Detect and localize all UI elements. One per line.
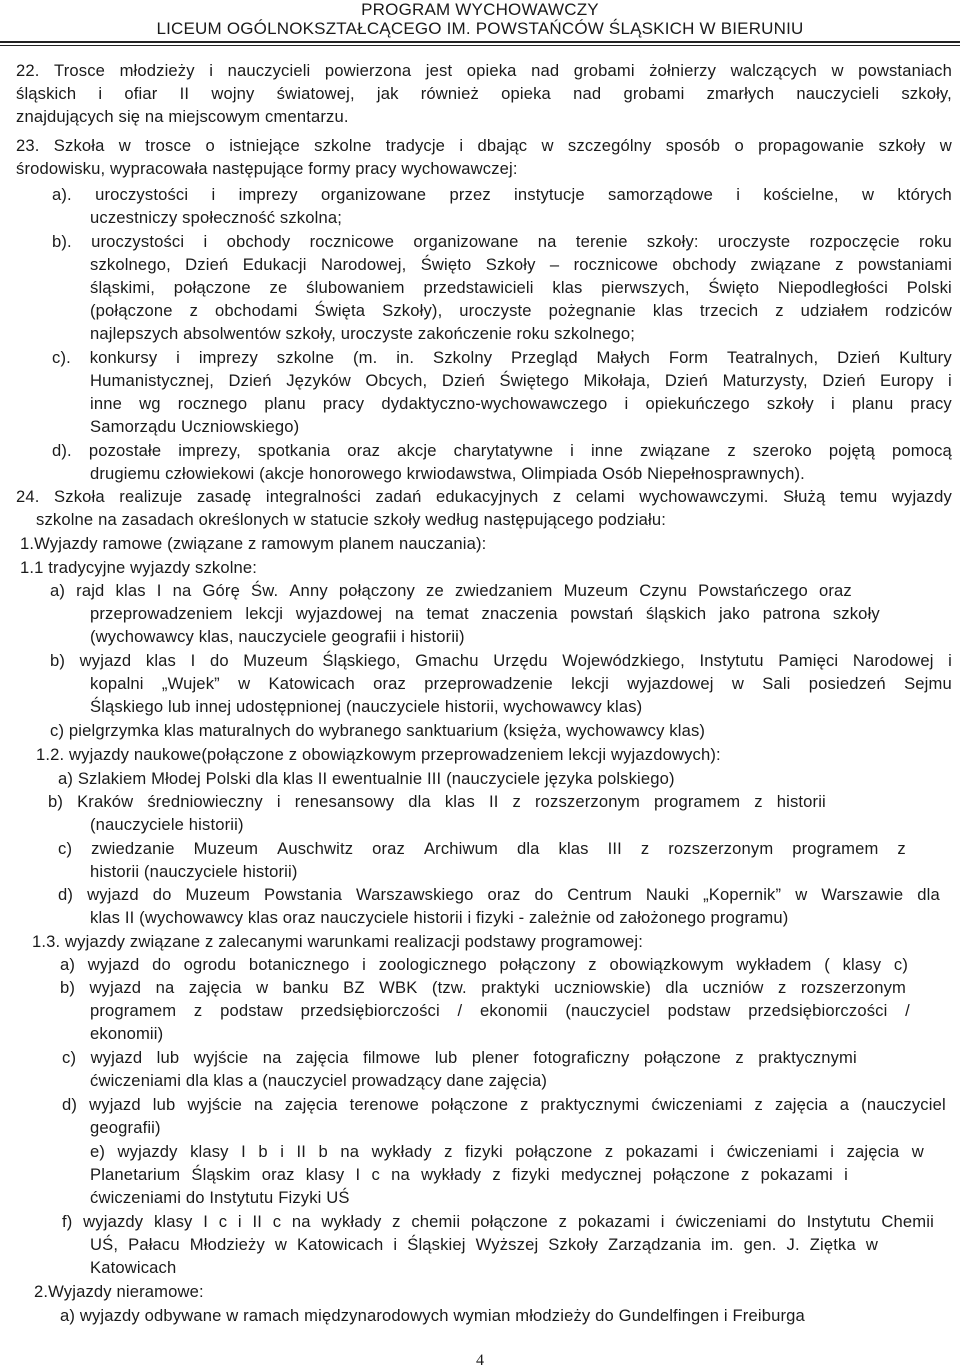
body-line: d) wyjazd lub wyjście na zajęcia terenowe połączone z praktycznymi ćwiczeniami z zajęcia a (nauczyciel <box>62 1095 946 1114</box>
body-line: ćwiczeniami dla klas a (nauczyciel prowadzący dane zajęcia) <box>90 1071 548 1090</box>
body-line: drugiemu człowiekowi (akcje honorowego krwiodawstwa, Olimpiada Osób Niepełnosprawnych). <box>90 464 805 483</box>
body-line: b) wyjazd klas I do Muzeum Śląskiego, Gmachu Urzędu Wojewódzkiego, Instytutu Pamięci Narodowej i <box>50 651 952 670</box>
body-line: 1.2. wyjazdy naukowe(połączone z obowiązkowym przeprowadzeniem lekcji wyjazdowych): <box>36 745 721 764</box>
body-line: c) wyjazd lub wyjście na zajęcia filmowe lub plener fotograficzny połączone z praktycznymi <box>62 1048 857 1067</box>
body-line: c) zwiedzanie Muzeum Auschwitz oraz Archiwum dla klas III z rozszerzonym programem z <box>58 839 906 858</box>
body-line: b) Kraków średniowieczny i renesansowy dla klas II z rozszerzonym programem z historii <box>48 792 826 811</box>
body-line: d). pozostałe imprezy, spotkania oraz akcje charytatywne i inne związane z szeroko pojętą pomocą <box>52 441 952 460</box>
body-line: d) wyjazd do Muzeum Powstania Warszawskiego oraz do Centrum Nauki „Kopernik” w Warszawie dla <box>58 885 940 904</box>
body-line: 1.1 tradycyjne wyjazdy szkolne: <box>20 558 258 577</box>
body-line: Humanistycznej, Dzień Języków Obcych, Dzień Świętego Mikołaja, Dzień Maturzysty, Dzień Europy i <box>90 371 952 390</box>
body-line: środowisku, wypracowała następujące formy pracy wychowawczej: <box>16 159 518 178</box>
body-line: a) wyjazd do ogrodu botanicznego i zoologicznego połączony z obowiązkowym wykładem ( klasy c) <box>60 955 908 974</box>
body-line: programem z podstaw przedsiębiorczości / ekonomii (nauczyciel podstaw przedsiębiorczości / <box>90 1001 910 1020</box>
body-line: ekonomii) <box>90 1024 164 1043</box>
body-line: (połączone z obchodami Święta Szkoły), uroczyste pożegnanie klas trzecich z udziałem rodziców <box>90 301 952 320</box>
body-line: przeprowadzeniem lekcji wyjazdowej na temat znaczenia powstań śląskich jako patrona szkoły <box>90 604 880 623</box>
body-line: f) wyjazdy klasy I c i II c na wykłady z chemii połączone z pokazami i ćwiczeniami do Instytutu Chemii <box>62 1212 934 1231</box>
body-line: klas II (wychowawcy klas oraz nauczyciele historii i fizyki - zależnie od założonego programu) <box>90 908 789 927</box>
header-school-name: LICEUM OGÓLNOKSZTAŁCĄCEGO IM. POWSTAŃCÓW ŚLĄSKICH W BIERUNIU <box>156 19 804 38</box>
body-line: c) pielgrzymka klas maturalnych do wybranego sanktuarium (księża, wychowawcy klas) <box>50 721 706 740</box>
body-line: najlepszych absolwentów szkoły, uroczyste zakończenie roku szkolnego; <box>90 324 635 343</box>
body-line: a) wyjazdy odbywane w ramach międzynarodowych wymian młodzieży do Gundelfingen i Freiburga <box>60 1306 805 1325</box>
body-line: e) wyjazdy klasy I b i II b na wykłady z fizyki połączone z pokazami i ćwiczeniami i zajęcia w <box>90 1142 924 1161</box>
body-line: kopalni „Wujek” w Katowicach oraz przeprowadzenie lekcji wyjazdowej w Sali posiedzeń Sejmu <box>90 674 952 693</box>
body-line: inne wg rocznego planu pracy dydaktyczno-wychowawczego i opiekuńczego szkoły i planu pracy <box>90 394 952 413</box>
body-line: a) Szlakiem Młodej Polski dla klas II ewentualnie III (nauczyciele języka polskiego) <box>58 769 675 788</box>
body-line: b) wyjazd na zajęcia w banku BZ WBK (tzw. praktyki uczniowskie) dla uczniów z rozszerzonym <box>60 978 906 997</box>
body-line: śląskich i ofiar II wojny światowej, jak również opieka nad grobami zmarłych nauczycieli szkoły, <box>16 84 952 103</box>
body-line: 24. Szkoła realizuje zasadę integralności zadań edukacyjnych z celami wychowawczymi. Służą temu wyjazdy <box>16 487 952 506</box>
page-number: 4 <box>476 1352 484 1369</box>
body-line: śląskimi, połączone ze ślubowaniem przedstawicieli klas pierwszych, Święto Niepodległości Polski <box>90 278 952 297</box>
body-line: b). uroczystości i obchody rocznicowe organizowane na terenie szkoły: uroczyste rozpoczęcie roku <box>52 232 952 251</box>
body-line: Samorządu Uczniowskiego) <box>90 417 300 436</box>
body-line: 2.Wyjazdy nieramowe: <box>34 1282 204 1301</box>
body-line: 1.Wyjazdy ramowe (związane z ramowym planem nauczania): <box>20 534 487 553</box>
body-line: uczestniczy społeczność szkolna; <box>90 208 342 227</box>
header-rule-thin <box>0 45 960 46</box>
body-line: ćwiczeniami do Instytutu Fizyki UŚ <box>90 1188 350 1207</box>
body-line: szkolne na zasadach określonych w statucie szkoły według następującego podziału: <box>36 510 667 529</box>
body-line: a) rajd klas I na Górę Św. Anny połączony ze zwiedzaniem Muzeum Czynu Powstańczego oraz <box>50 581 852 600</box>
header-title: PROGRAM WYCHOWAWCZY <box>361 0 599 19</box>
body-line: UŚ, Pałacu Młodzieży w Katowicach i Śląskiej Wyższej Szkoły Zarządzania im. gen. J. Ziętka w <box>90 1235 878 1254</box>
header-rule <box>0 41 960 43</box>
body-line: 1.3. wyjazdy związane z zalecanymi warunkami realizacji podstawy programowej: <box>32 932 644 951</box>
body-line: c). konkursy i imprezy szkolne (m. in. Szkolny Przegląd Małych Form Teatralnych, Dzień Kultury <box>52 348 952 367</box>
body-line: (nauczyciele historii) <box>90 815 244 834</box>
body-line: 23. Szkoła w trosce o istniejące szkolne tradycje i dbając w szczególny sposób o propagowanie szkoły w <box>16 136 952 155</box>
body-line: 22. Trosce młodzieży i nauczycieli powierzona jest opieka nad grobami żołnierzy walczących w powstaniach <box>16 61 952 80</box>
body-line: szkolnego, Dzień Edukacji Narodowej, Święto Szkoły – rocznicowe obchody związane z powstaniami <box>90 255 952 274</box>
body-line: historii (nauczyciele historii) <box>90 862 298 881</box>
body-line: a). uroczystości i imprezy organizowane przez instytucje samorządowe i kościelne, w których <box>52 185 952 204</box>
body-line: (wychowawcy klas, nauczyciele geografii i historii) <box>90 627 465 646</box>
body-line: Planetarium Śląskim oraz klasy I c na wykłady z fizyki medycznej połączone z pokazami i <box>90 1165 848 1184</box>
body-line: znajdujących się na miejscowym cmentarzu. <box>16 107 349 126</box>
body-line: Śląskiego lub innej udostępnionej (nauczyciele historii, wychowawcy klas) <box>90 697 643 716</box>
body-line: Katowicach <box>90 1258 177 1277</box>
body-line: geografii) <box>90 1118 161 1137</box>
